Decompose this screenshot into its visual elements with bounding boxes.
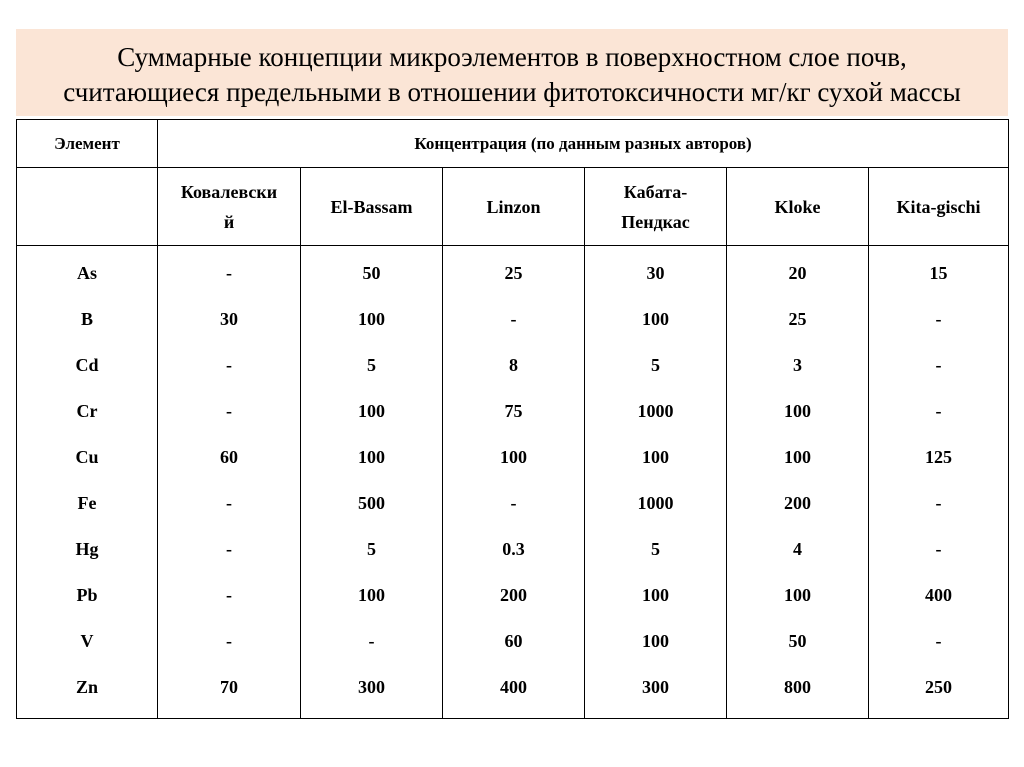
author-name-line: Ковалевски [180,181,278,202]
value-cell: 15 [929,263,948,283]
author-name-line: Kloke [774,196,821,217]
value-cell: - [510,309,517,329]
data-row [17,246,1009,719]
concentration-table [16,119,1009,719]
value-cell: - [226,585,232,605]
value-cell: 5 [367,539,376,559]
value-cell: 30 [220,309,238,329]
value-cell: 5 [651,539,660,559]
value-cell: - [935,631,942,651]
author-name-line: El-Bassam [330,196,413,217]
value-cell: 800 [784,677,811,697]
value-cell: 125 [925,447,953,467]
concentration-header: Концентрация (по данным разных авторов) [158,120,1009,168]
value-cell: 400 [500,677,527,697]
value-column-kabata-pendias [585,246,727,719]
value-cell: 60 [504,631,523,651]
value-cell: 25 [504,263,523,283]
value-cell: 100 [784,401,811,421]
value-cell: 100 [642,631,669,651]
value-cell: 1000 [637,401,674,421]
author-header [443,168,585,246]
value-cell: - [935,401,942,421]
author-header [585,168,727,246]
value-cell: - [510,493,517,513]
title-line-2: считающиеся предельными в отношении фитотоксичности мг/кг сухой массы [63,77,961,107]
value-cell: 200 [784,493,811,513]
element-name: Cd [75,355,99,375]
value-cell: 100 [358,447,385,467]
author-header [158,168,301,246]
element-name: As [76,263,97,283]
element-header: Элемент [17,120,158,168]
element-name: V [80,631,94,651]
element-name: Zn [75,677,99,697]
value-column-kita-gischi [869,246,1009,719]
header-row [17,120,1009,168]
value-cell: 60 [220,447,238,467]
value-column-kloke [727,246,869,719]
value-cell: - [935,539,942,559]
value-cell: - [935,355,942,375]
value-cell: 70 [220,677,238,697]
value-cell: 4 [793,539,802,559]
value-cell: 8 [509,355,518,375]
author-name-line: Kita-gischi [896,196,981,217]
value-cell: 300 [358,677,385,697]
value-cell: 200 [500,585,527,605]
value-cell: 100 [784,447,811,467]
element-name: Cr [76,401,98,421]
value-cell: 20 [788,263,807,283]
value-cell: - [226,631,232,651]
element-column [17,246,158,719]
value-cell: 50 [362,263,381,283]
value-cell: 3 [793,355,802,375]
value-cell: 30 [646,263,665,283]
value-cell: - [226,355,232,375]
author-name-line: Кабата- [623,181,688,202]
element-name: Fe [77,493,97,513]
value-cell: 100 [642,585,669,605]
value-cell: 400 [925,585,953,605]
value-cell: 100 [500,447,527,467]
author-name-line: й [223,211,235,232]
value-cell: - [226,539,232,559]
value-cell: - [935,493,942,513]
value-column-kovalevsky [158,246,301,719]
value-cell: 100 [358,401,385,421]
value-cell: 250 [925,677,953,697]
author-header [727,168,869,246]
value-cell: 25 [788,309,807,329]
value-cell: 0.3 [502,539,525,559]
author-header [301,168,443,246]
element-name: B [80,309,93,329]
value-cell: 5 [367,355,376,375]
title-banner [16,29,1008,116]
value-cell: 5 [651,355,660,375]
element-name: Cu [75,447,99,467]
author-name-line: Пендкас [621,211,690,232]
author-name-line: Linzon [486,196,541,217]
value-column-el-bassam [301,246,443,719]
value-cell: - [226,263,232,283]
value-cell: 1000 [637,493,674,513]
value-cell: 50 [788,631,807,651]
value-cell: 100 [358,585,385,605]
empty-header-cell [17,168,158,246]
value-cell: 100 [642,309,669,329]
element-name: Pb [76,585,98,605]
value-cell: 75 [504,401,523,421]
value-cell: 300 [642,677,669,697]
value-cell: 100 [358,309,385,329]
value-cell: 100 [642,447,669,467]
value-cell: - [368,631,375,651]
value-cell: - [226,401,232,421]
authors-row [17,168,1009,246]
value-cell: - [935,309,942,329]
value-column-linzon [443,246,585,719]
author-header [869,168,1009,246]
value-cell: 100 [784,585,811,605]
title-line-1: Суммарные концепции микроэлементов в поверхностном слое почв, [117,42,907,72]
element-name: Hg [75,539,99,559]
value-cell: - [226,493,232,513]
value-cell: 500 [358,493,385,513]
